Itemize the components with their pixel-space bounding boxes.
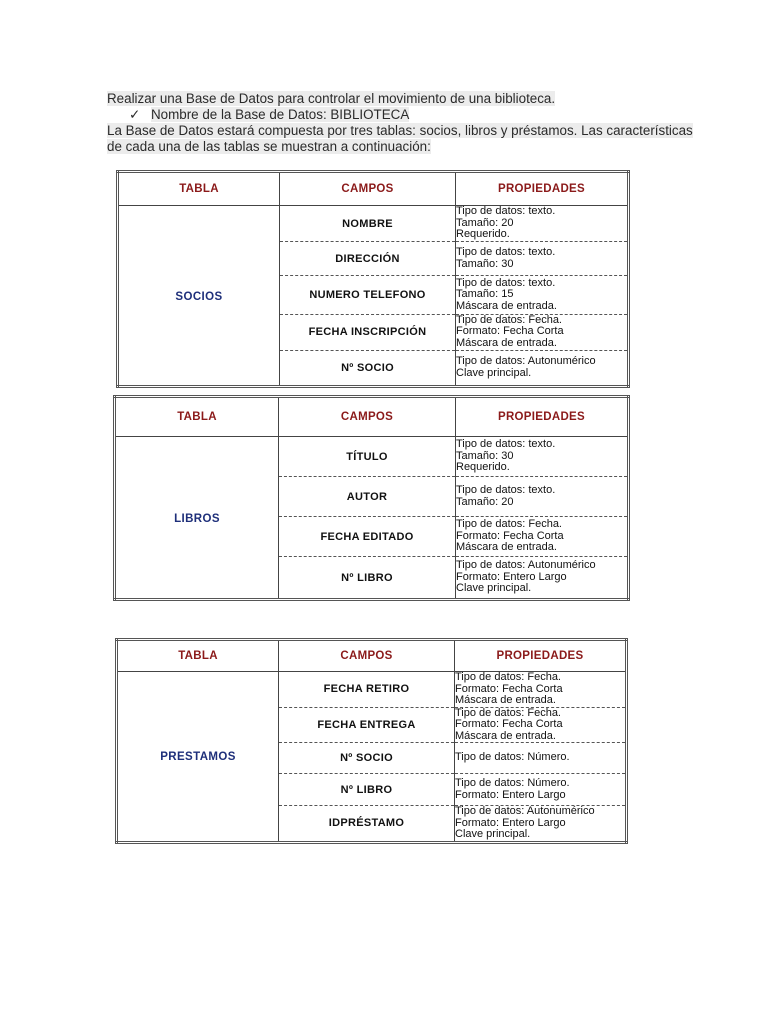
field-properties: Tipo de datos: texto. Tamaño: 30 <box>456 242 629 276</box>
field-properties: Tipo de datos: texto. Tamaño: 15 Máscara de entrada. <box>456 276 629 314</box>
field-properties: Tipo de datos: Fecha. Formato: Fecha Corta Máscara de entrada. <box>455 672 627 708</box>
intro-line-3: La Base de Datos estará compuesta por tres tablas: socios, libros y préstamos. Las características <box>107 123 693 138</box>
field-name: FECHA INSCRIPCIÓN <box>280 314 456 350</box>
intro-line-4: de cada una de las tablas se muestran a continuación: <box>107 139 431 154</box>
field-properties: Tipo de datos: texto. Tamaño: 30 Requerido. <box>456 437 629 477</box>
field-properties: Tipo de datos: Número. <box>455 743 627 774</box>
field-name: IDPRÉSTAMO <box>279 806 455 843</box>
table-name: SOCIOS <box>175 290 223 303</box>
header-propiedades: PROPIEDADES <box>455 640 627 672</box>
header-tabla: TABLA <box>117 640 279 672</box>
field-properties: Tipo de datos: Fecha. Formato: Fecha Corta Máscara de entrada. <box>456 314 629 350</box>
field-properties: Tipo de datos: Autonumérico Formato: Entero Largo Clave principal. <box>455 805 595 840</box>
field-properties: Tipo de datos: Fecha. Formato: Fecha Corta Máscara de entrada. <box>455 707 627 743</box>
header-propiedades: PROPIEDADES <box>456 397 629 437</box>
header-campos: CAMPOS <box>280 172 456 206</box>
header-tabla: TABLA <box>115 397 279 437</box>
table-header-row <box>115 397 629 437</box>
field-properties: Tipo de datos: texto. Tamaño: 20 Requerido. <box>456 206 629 242</box>
field-properties: Tipo de datos: texto. Tamaño: 20 <box>456 477 629 517</box>
table-row <box>118 206 629 242</box>
field-name: Nº SOCIO <box>279 743 455 774</box>
field-properties: Tipo de datos: Número. Formato: Entero Largo <box>455 774 627 806</box>
field-name: Nº SOCIO <box>280 350 456 386</box>
intro-text <box>107 91 693 155</box>
table-header-row <box>118 172 629 206</box>
table-header-row <box>117 640 627 672</box>
table-row <box>115 437 629 477</box>
table-name-cell <box>117 672 279 843</box>
table-name-cell <box>118 206 280 387</box>
field-properties: Tipo de datos: Autonumérico Formato: Entero Largo Clave principal. <box>456 559 596 595</box>
field-name: NOMBRE <box>280 206 456 242</box>
field-name: TÍTULO <box>279 437 456 477</box>
prestamos-table <box>115 638 628 844</box>
table-name: PRESTAMOS <box>160 751 236 764</box>
field-name: Nº LIBRO <box>279 557 456 600</box>
check-icon: ✓ <box>129 107 141 122</box>
header-campos: CAMPOS <box>279 397 456 437</box>
field-name: DIRECCIÓN <box>280 242 456 276</box>
header-propiedades: PROPIEDADES <box>456 172 629 206</box>
field-name: FECHA EDITADO <box>279 517 456 557</box>
table-name-cell <box>115 437 279 600</box>
table-name: LIBROS <box>174 512 220 525</box>
header-campos: CAMPOS <box>279 640 455 672</box>
database-name-line: ✓ Nombre de la Base de Datos: BIBLIOTECA <box>129 107 410 122</box>
field-properties: Tipo de datos: Autonumérico Clave principal. <box>456 355 596 379</box>
intro-line-1: Realizar una Base de Datos para controlar el movimiento de una biblioteca. <box>107 91 556 106</box>
table-row <box>117 672 627 708</box>
field-name: FECHA RETIRO <box>279 672 455 708</box>
libros-table <box>113 395 630 601</box>
header-tabla: TABLA <box>118 172 280 206</box>
socios-table <box>116 170 630 388</box>
field-name: Nº LIBRO <box>279 774 455 806</box>
field-name: FECHA ENTREGA <box>279 707 455 743</box>
field-properties: Tipo de datos: Fecha. Formato: Fecha Corta Máscara de entrada. <box>456 517 629 557</box>
field-name: AUTOR <box>279 477 456 517</box>
field-name: NUMERO TELEFONO <box>280 276 456 314</box>
